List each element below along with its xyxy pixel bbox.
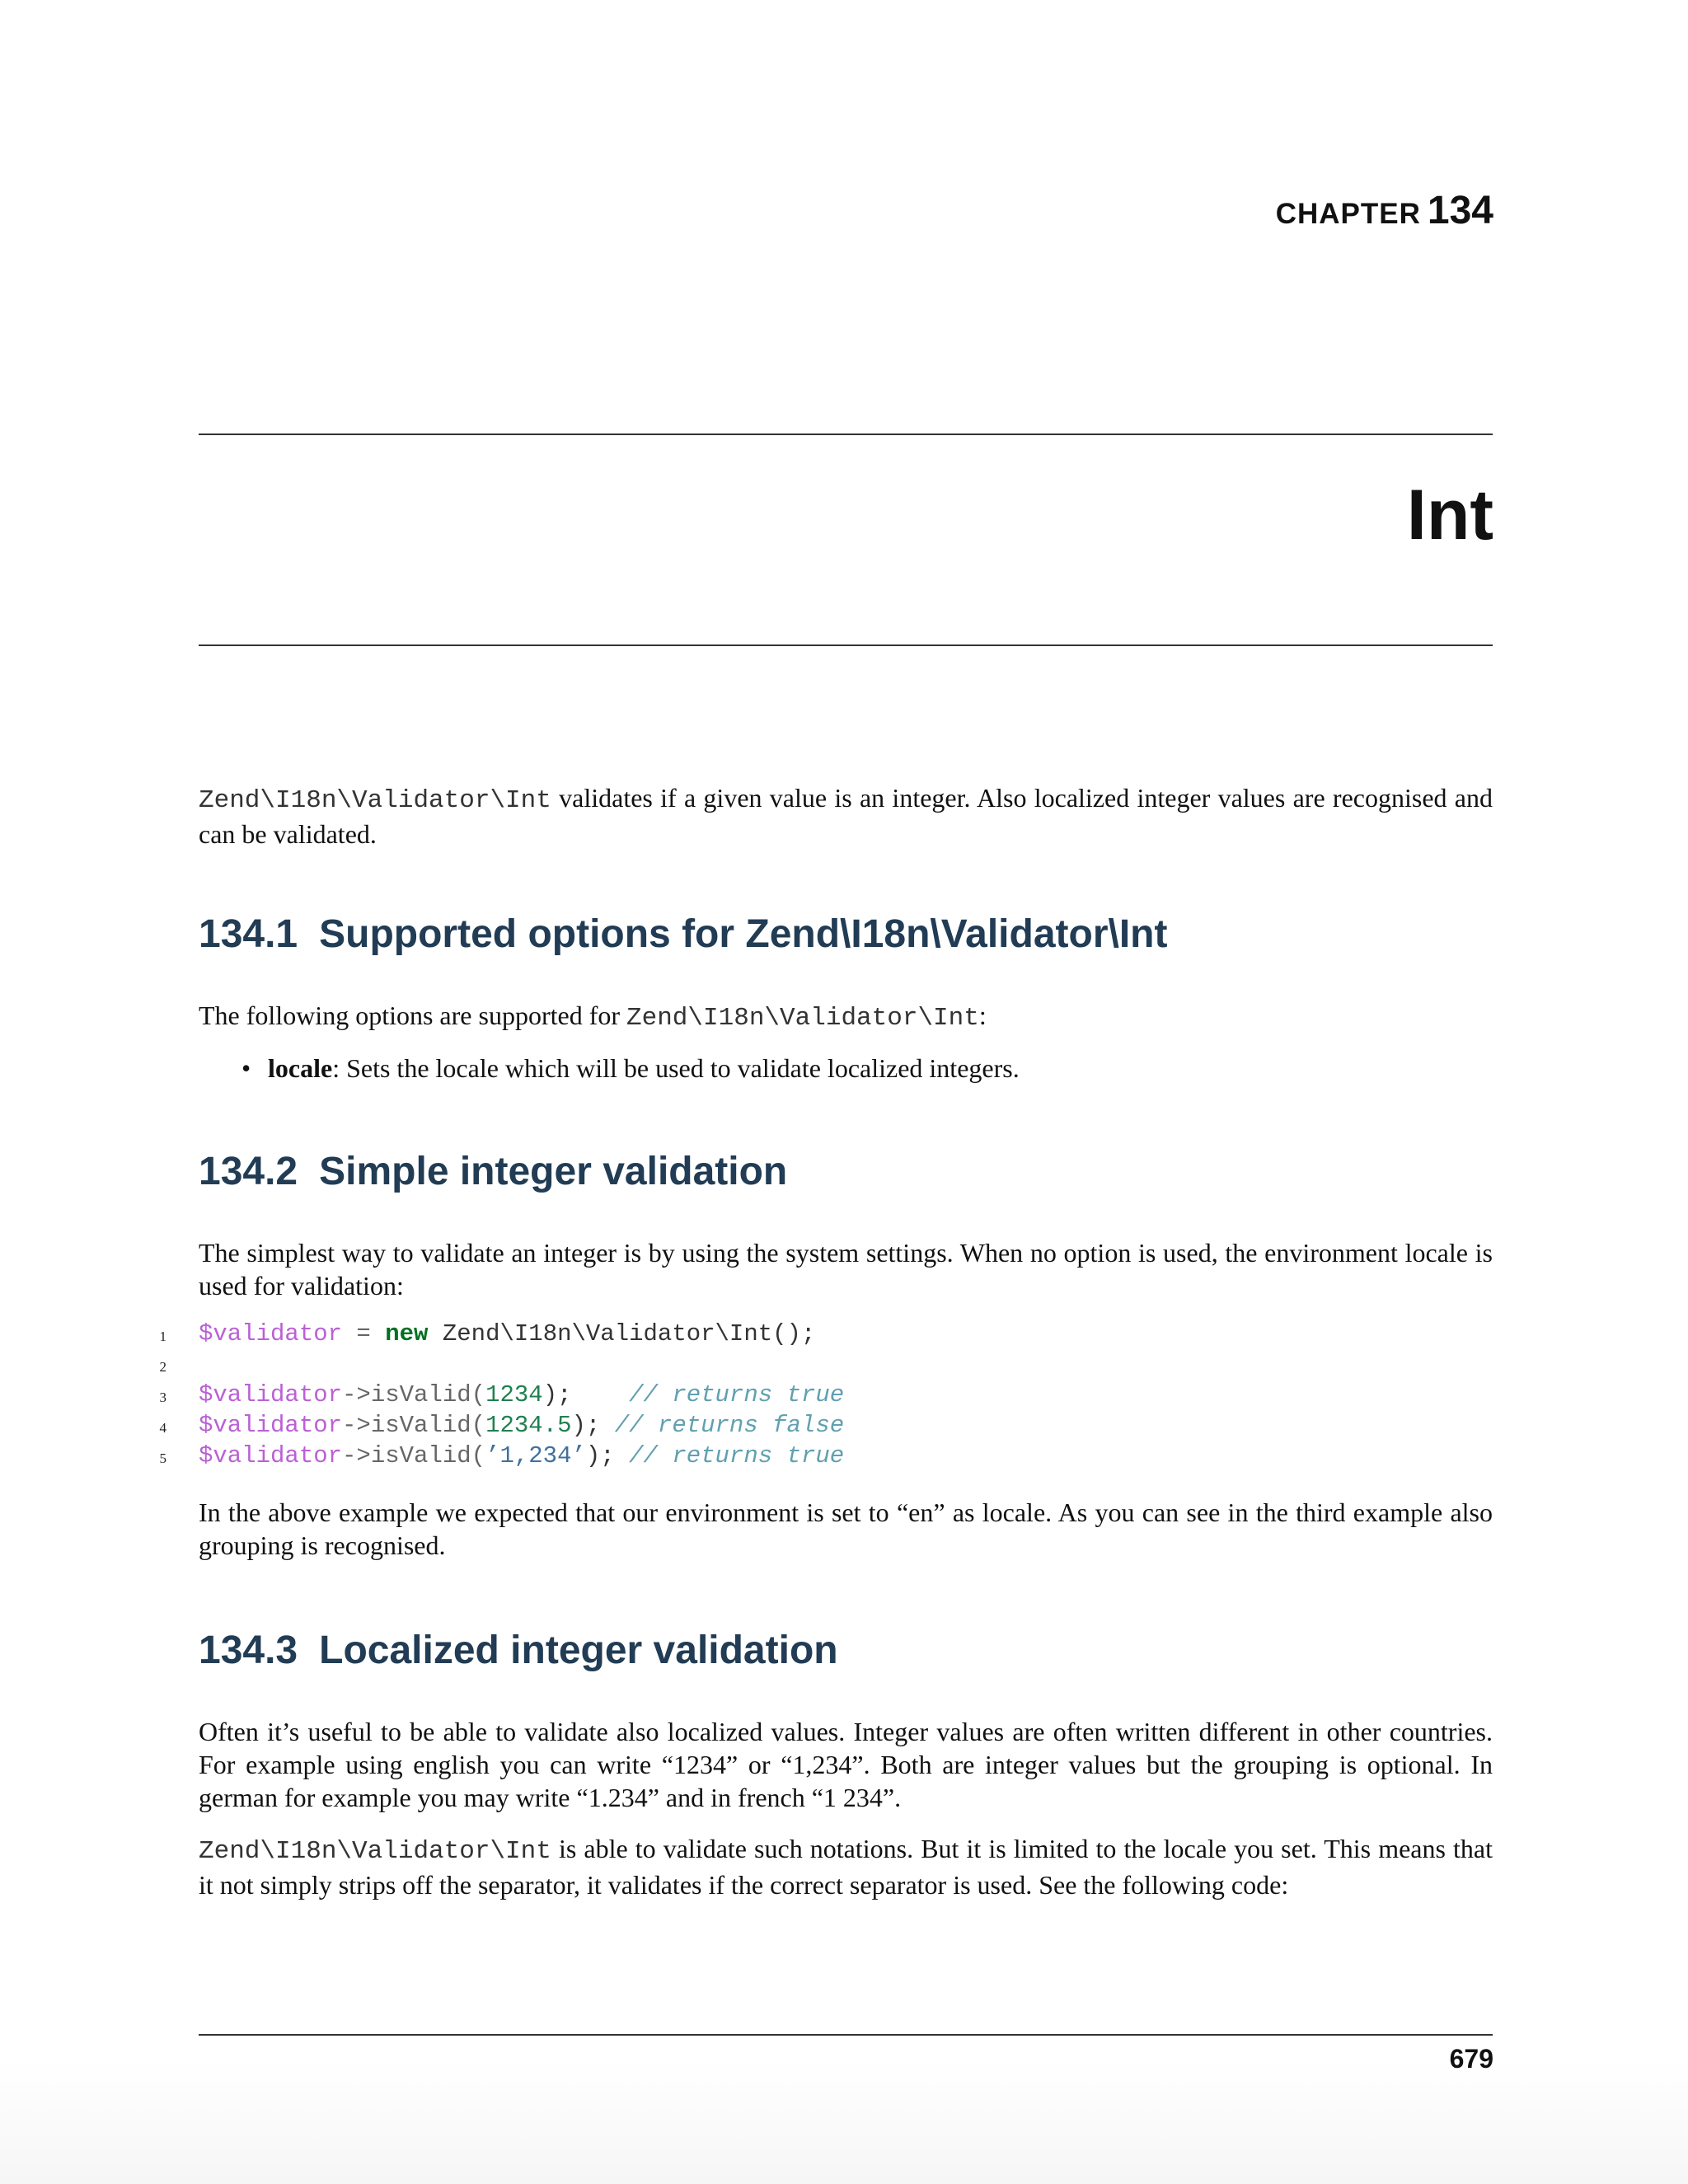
- chapter-word: CHAPTER: [1275, 198, 1421, 230]
- section-title: Simple integer validation: [319, 1150, 788, 1193]
- intro-paragraph: [199, 781, 1493, 851]
- list-item: [199, 1052, 1493, 1085]
- code-argument: ’1,234’: [485, 1442, 586, 1469]
- code-close: );: [571, 1412, 615, 1439]
- title-rule-bottom: [199, 644, 1493, 646]
- option-text: : Sets the locale which will be used to validate localized integers.: [332, 1053, 1020, 1083]
- section-number: 134.2: [199, 1150, 298, 1193]
- options-code: Zend\I18n\Validator\Int: [626, 1004, 979, 1033]
- line-number: 2: [159, 1359, 166, 1375]
- code-call: ->isValid(: [342, 1412, 486, 1439]
- code-line: [0, 1441, 1688, 1471]
- bullet-icon: •: [241, 1053, 251, 1083]
- line-number: 4: [159, 1420, 166, 1436]
- code-line: [0, 1410, 1688, 1441]
- footer-rule: [199, 2034, 1493, 2036]
- section-heading-134-3: [199, 1628, 1493, 1674]
- section-title: Supported options for Zend\I18n\Validator\Int: [319, 912, 1168, 956]
- code-close: );: [542, 1381, 630, 1408]
- section-number: 134.1: [199, 912, 298, 956]
- code-block: [0, 1319, 1688, 1471]
- notation-text: is able to validate such notations. But it is limited to the locale you set. This means that it not simply strips off the separator, it validates if the correct separator is used. See the following code:: [199, 1834, 1493, 1900]
- code-close: );: [585, 1442, 630, 1469]
- code-line: [0, 1380, 1688, 1410]
- code-line: [0, 1349, 1688, 1380]
- chapter-label: [1276, 188, 1493, 233]
- example-explanation-paragraph: In the above example we expected that our environment is set to “en” as locale. As you can see in the third example also grouping is recognised.: [199, 1497, 1493, 1560]
- code-argument: 1234.5: [485, 1412, 572, 1439]
- localized-paragraph: Often it’s useful to be able to validate also localized values. Integer values are often written different in other countries. For example using english you can write “1234” or “1,234”. Both are integer values but the grouping is optional. In german for example you may write “1.234” and in french “1 234”.: [199, 1717, 1493, 1812]
- options-paragraph: [199, 999, 1493, 1035]
- line-number: 5: [159, 1451, 166, 1466]
- code-rest: Zend\I18n\Validator\Int();: [428, 1320, 816, 1347]
- intro-text: validates if a given value is an integer. Also localized integer values are recognised and can be validated.: [199, 783, 1493, 849]
- line-number: 1: [159, 1329, 166, 1344]
- code-keyword: new: [385, 1320, 429, 1347]
- section-number: 134.3: [199, 1629, 298, 1672]
- options-list: [199, 1052, 1493, 1085]
- chapter-title: Int: [1406, 476, 1493, 555]
- section-title: Localized integer validation: [319, 1629, 838, 1672]
- code-call: ->isValid(: [342, 1442, 486, 1469]
- code-argument: 1234: [485, 1381, 543, 1408]
- code-text: [199, 1319, 815, 1349]
- code-comment: // returns false: [614, 1412, 845, 1439]
- notation-paragraph: [199, 1832, 1493, 1901]
- option-term: locale: [268, 1053, 333, 1083]
- intro-code: Zend\I18n\Validator\Int: [199, 786, 551, 815]
- page-number: 679: [1449, 2044, 1493, 2074]
- code-text: [199, 1410, 844, 1441]
- code-call: ->isValid(: [342, 1381, 486, 1408]
- simple-paragraph: The simplest way to validate an integer is by using the system settings. When no option is used, the environment locale is used for validation:: [199, 1238, 1493, 1301]
- code-line: [0, 1319, 1688, 1349]
- options-text-after: :: [978, 1001, 987, 1030]
- line-number: 3: [159, 1390, 166, 1405]
- code-operator: =: [342, 1320, 386, 1347]
- code-variable: $validator: [199, 1381, 343, 1408]
- code-text: [199, 1380, 844, 1410]
- code-text: [199, 1441, 844, 1471]
- section-heading-134-2: [199, 1149, 1493, 1195]
- code-variable: $validator: [199, 1320, 343, 1347]
- code-variable: $validator: [199, 1442, 343, 1469]
- section-heading-134-1: [199, 912, 1493, 958]
- code-comment: // returns true: [629, 1442, 845, 1469]
- title-rule-top: [199, 434, 1493, 435]
- options-text: The following options are supported for: [199, 1001, 626, 1030]
- code-variable: $validator: [199, 1412, 343, 1439]
- chapter-number: 134: [1427, 189, 1493, 232]
- code-comment: // returns true: [629, 1381, 845, 1408]
- notation-code: Zend\I18n\Validator\Int: [199, 1837, 551, 1866]
- main-content: [159, 781, 1493, 1901]
- page-bottom-shade: [0, 2060, 1688, 2184]
